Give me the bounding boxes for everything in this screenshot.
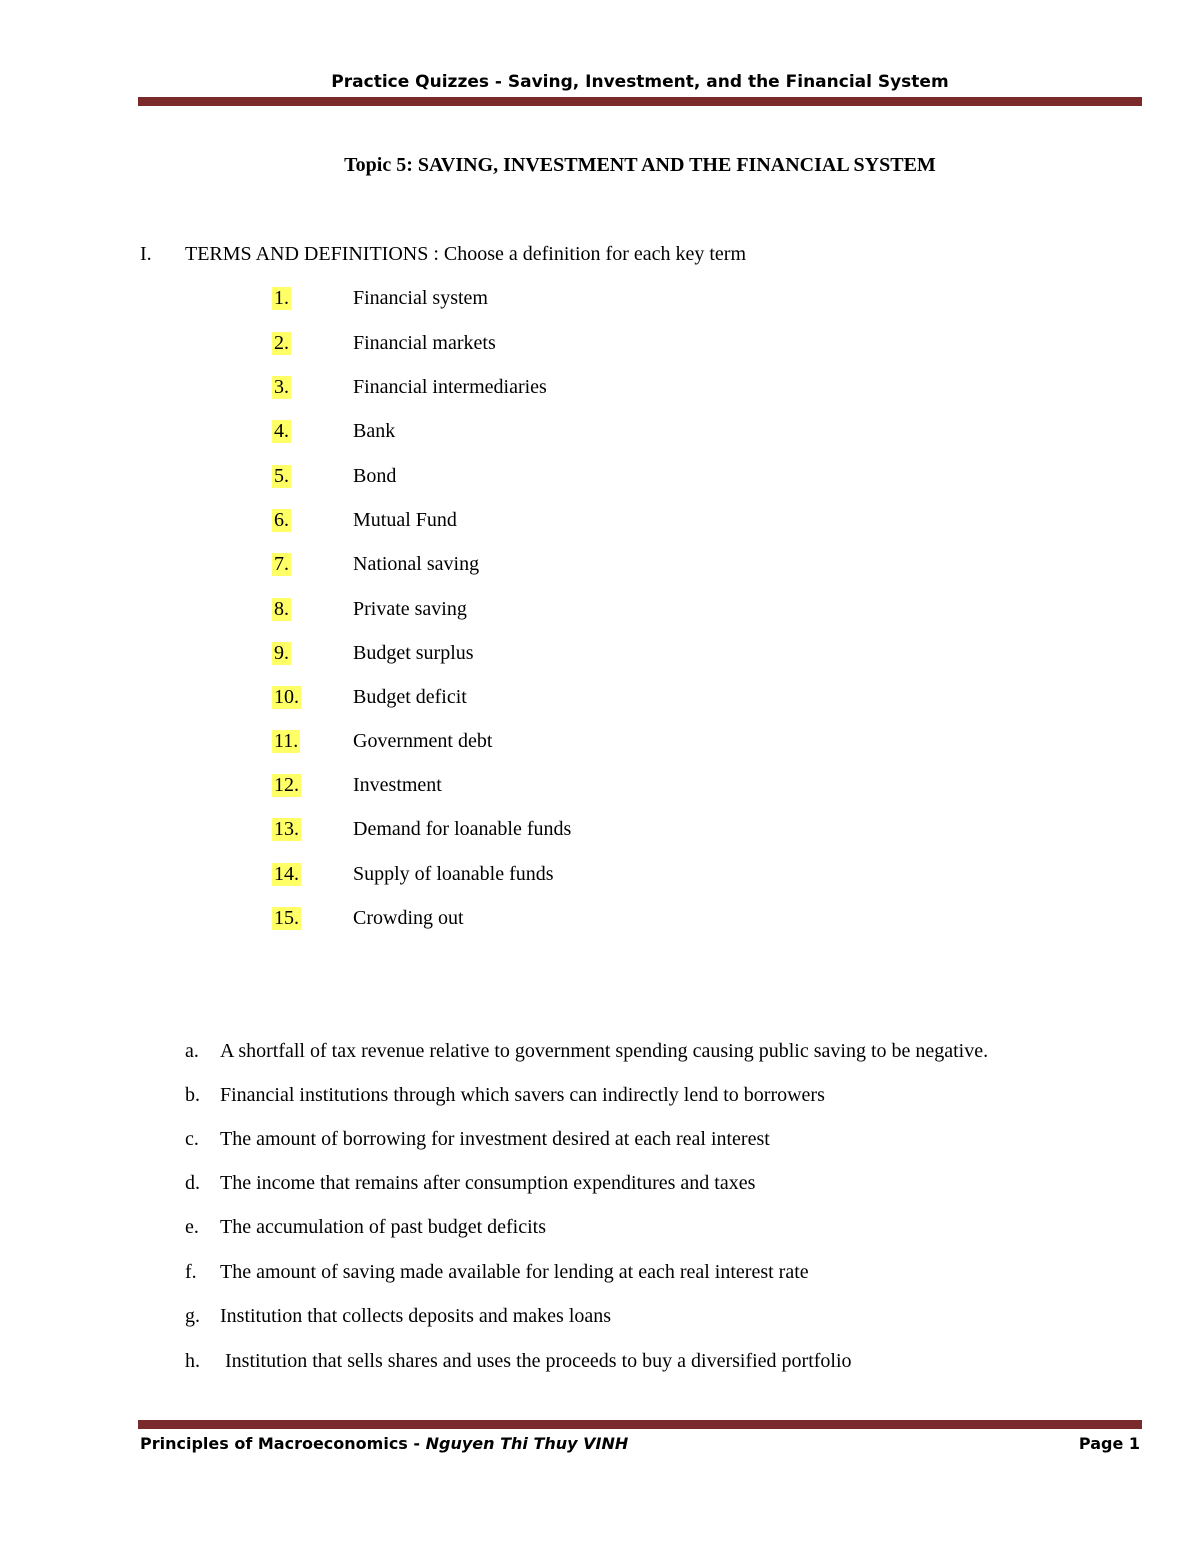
definition-text: Institution that sells shares and uses the proceeds to buy a diversified portfolio (220, 1350, 852, 1372)
term-item (272, 598, 467, 628)
definition-item (185, 1261, 809, 1284)
term-label: Private saving (353, 598, 467, 620)
term-number: 2. (274, 332, 289, 354)
definition-text: Financial institutions through which savers can indirectly lend to borrowers (220, 1084, 825, 1106)
definition-letter: a. (185, 1040, 199, 1062)
term-number: 13. (274, 818, 299, 840)
term-label: National saving (353, 553, 480, 575)
term-item (272, 818, 572, 848)
footer-author: Nguyen Thi Thuy VINH (425, 1434, 629, 1453)
term-label: Crowding out (353, 907, 464, 929)
term-number: 6. (274, 509, 289, 531)
term-item (272, 863, 554, 893)
definition-text: The amount of saving made available for lending at each real interest rate (220, 1261, 809, 1283)
definition-letter: g. (185, 1305, 200, 1327)
term-number: 1. (274, 287, 289, 309)
term-label: Financial markets (353, 332, 496, 354)
topic-title: Topic 5: SAVING, INVESTMENT AND THE FINANCIAL SYSTEM (344, 154, 936, 176)
term-item (272, 907, 464, 937)
definition-item (185, 1128, 770, 1151)
section-heading (140, 243, 746, 266)
term-label: Government debt (353, 730, 493, 752)
footer-course (140, 1434, 628, 1453)
definition-text: The accumulation of past budget deficits (220, 1216, 547, 1238)
definition-item (185, 1040, 988, 1063)
term-item (272, 376, 547, 406)
term-label: Demand for loanable funds (353, 818, 572, 840)
term-number: 4. (274, 420, 289, 442)
definition-item (185, 1216, 546, 1239)
term-number: 15. (274, 907, 299, 929)
definition-item (185, 1084, 825, 1107)
section-numeral: I. (140, 243, 152, 265)
term-item (272, 465, 397, 495)
term-number: 12. (274, 774, 299, 796)
term-item (272, 420, 396, 450)
running-header: Practice Quizzes - Saving, Investment, and the Financial System (331, 72, 949, 92)
definition-item (185, 1350, 852, 1373)
term-number: 7. (274, 553, 289, 575)
definition-item (185, 1172, 755, 1195)
definition-item (185, 1305, 611, 1328)
term-number: 5. (274, 465, 289, 487)
term-item (272, 774, 442, 804)
term-item (272, 686, 467, 716)
term-label: Bond (353, 465, 397, 487)
term-item (272, 730, 493, 760)
term-item (272, 287, 488, 317)
term-label: Supply of loanable funds (353, 863, 554, 885)
term-number: 14. (274, 863, 299, 885)
definition-letter: c. (185, 1128, 199, 1150)
definition-letter: e. (185, 1216, 199, 1238)
definition-letter: d. (185, 1172, 200, 1194)
section-heading-text: TERMS AND DEFINITIONS : Choose a definition for each key term (185, 243, 747, 265)
term-number: 9. (274, 642, 289, 664)
term-number: 11. (274, 730, 299, 752)
header-rule (138, 97, 1142, 106)
footer-course-name: Principles of Macroeconomics - (140, 1434, 426, 1453)
definition-letter: h. (185, 1350, 200, 1372)
term-number: 8. (274, 598, 289, 620)
definition-text: The income that remains after consumption expenditures and taxes (220, 1172, 756, 1194)
term-label: Financial system (353, 287, 488, 309)
definition-text: Institution that collects deposits and makes loans (220, 1305, 612, 1327)
term-number: 3. (274, 376, 289, 398)
term-item (272, 332, 496, 362)
definition-letter: b. (185, 1084, 200, 1106)
term-item (272, 509, 457, 539)
term-label: Investment (353, 774, 442, 796)
definition-letter: f. (185, 1261, 197, 1283)
term-label: Financial intermediaries (353, 376, 547, 398)
definition-text: The amount of borrowing for investment desired at each real interest (220, 1128, 770, 1150)
page-number: Page 1 (1078, 1434, 1140, 1453)
term-item (272, 553, 480, 583)
term-label: Mutual Fund (353, 509, 457, 531)
term-label: Bank (353, 420, 396, 442)
footer-rule (138, 1420, 1142, 1429)
term-label: Budget deficit (353, 686, 467, 708)
term-item (272, 642, 474, 672)
definition-text: A shortfall of tax revenue relative to government spending causing public saving to be negative. (220, 1040, 989, 1062)
term-number: 10. (274, 686, 299, 708)
term-label: Budget surplus (353, 642, 474, 664)
